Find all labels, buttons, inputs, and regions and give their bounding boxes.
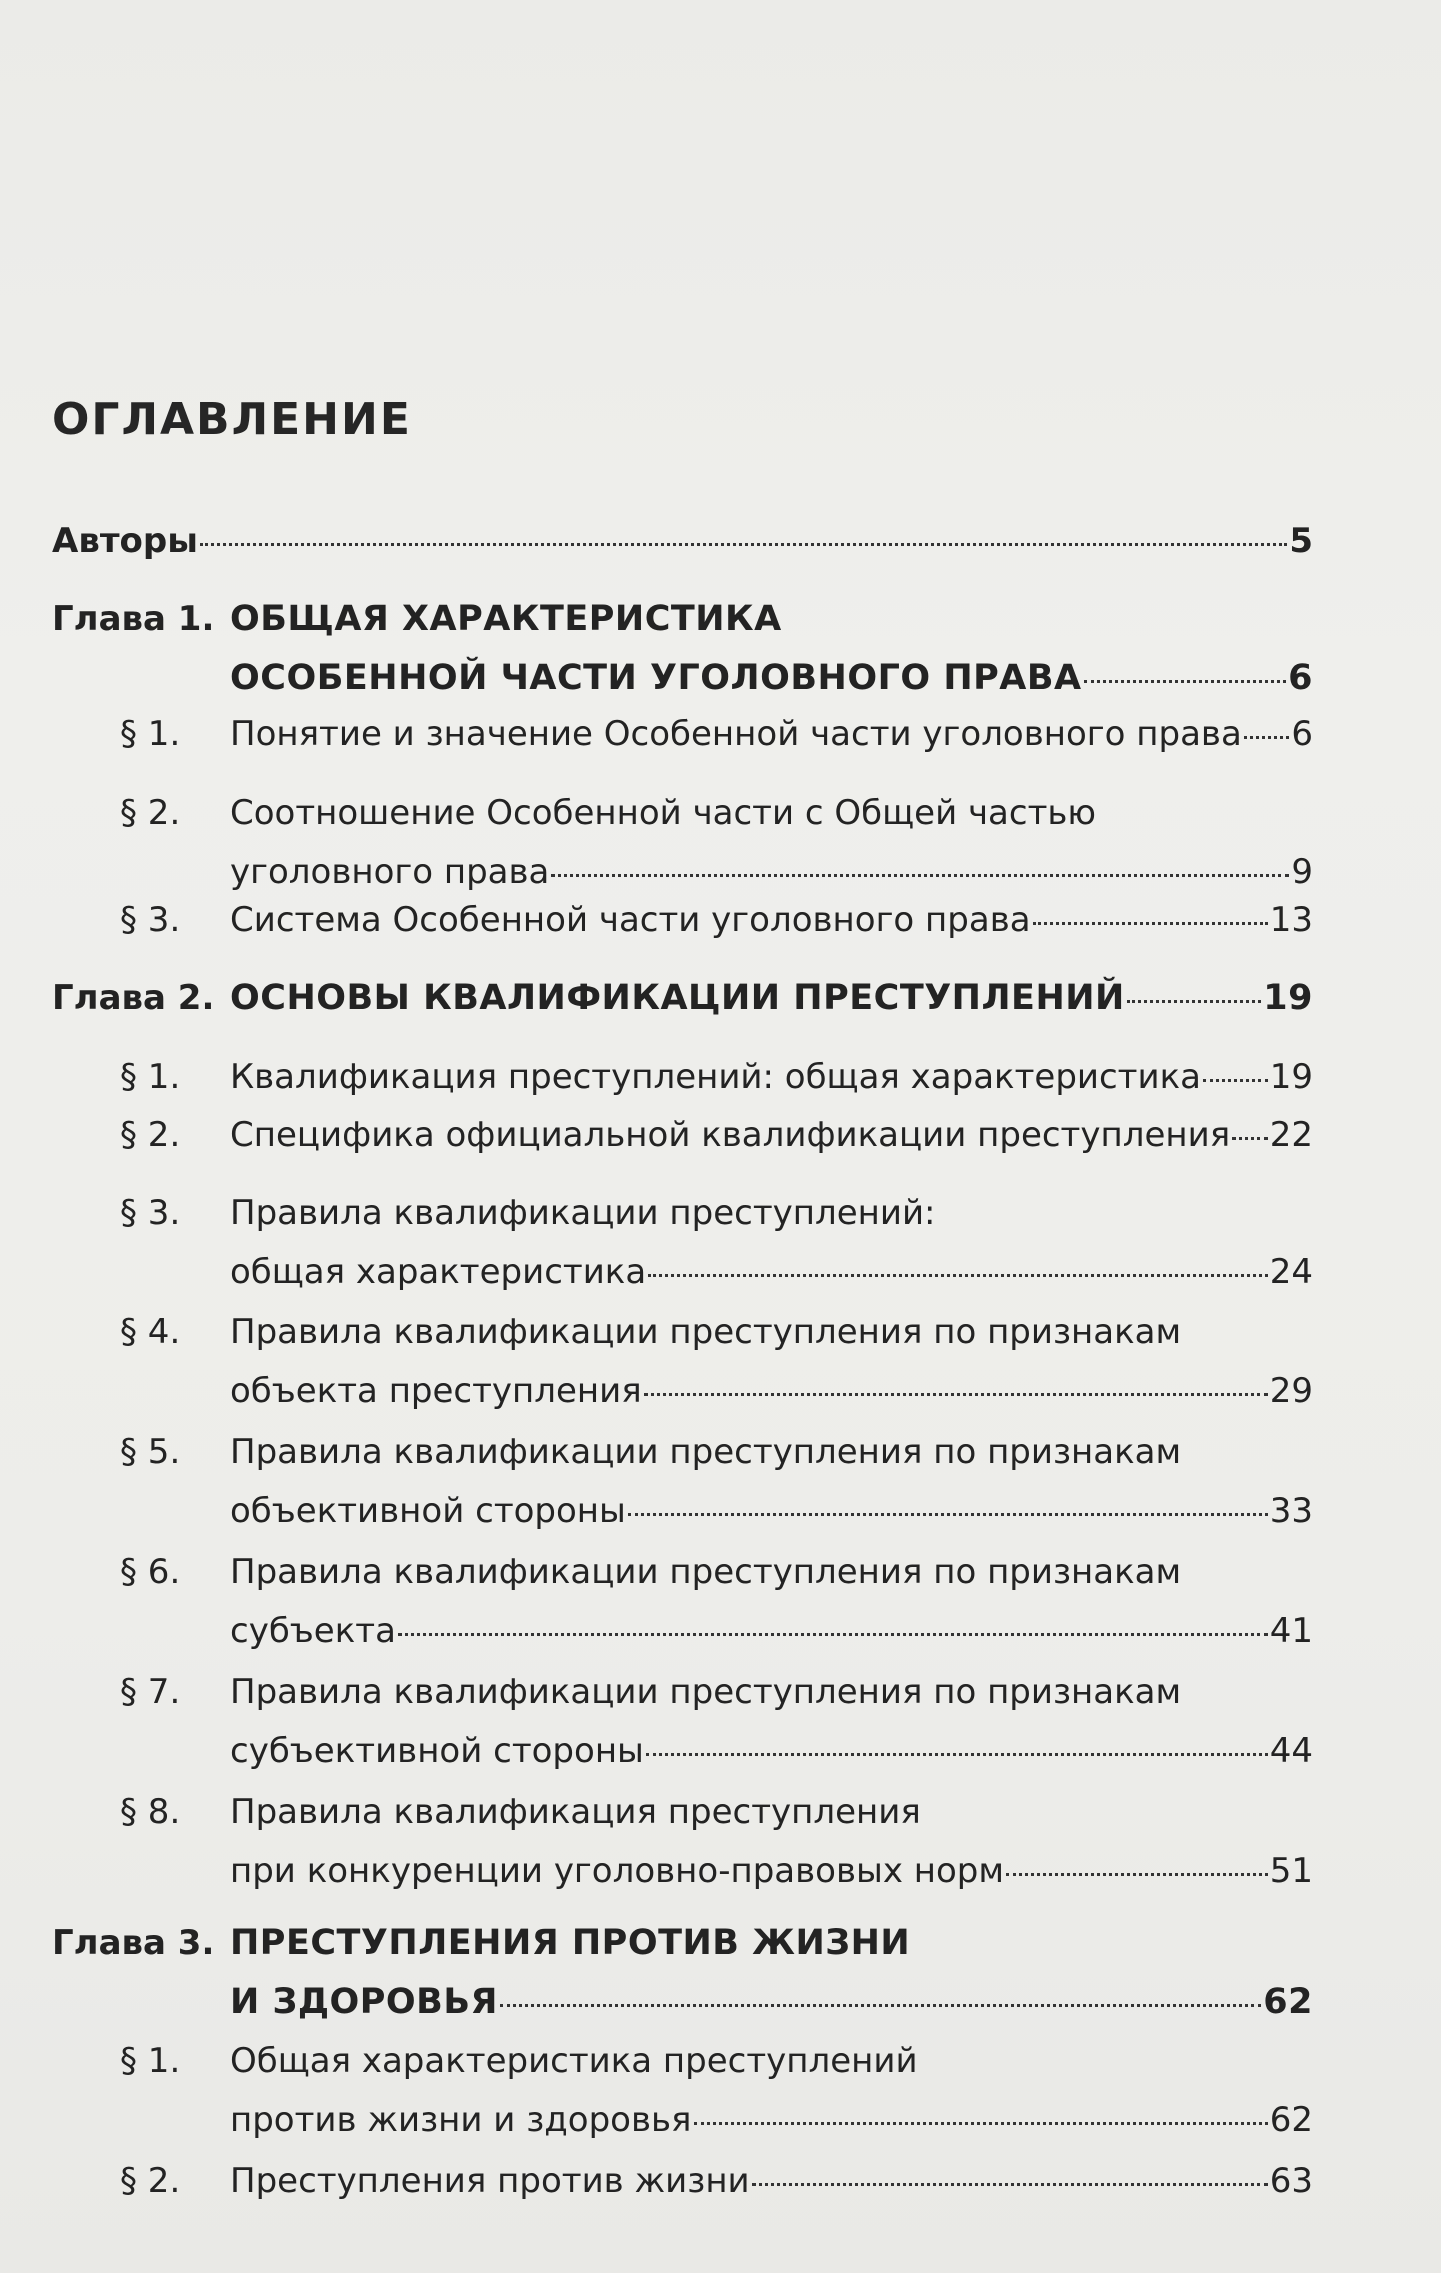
- page-number: 22: [1269, 1115, 1313, 1155]
- entry-title-line: Понятие и значение Особенной части уголовного права: [230, 714, 1242, 754]
- entry-title: [230, 784, 1313, 902]
- entry-title: [230, 1106, 1313, 1165]
- entry-title: [230, 1423, 1313, 1541]
- chapter-number: Глава 3.: [52, 1923, 215, 1963]
- dot-leader: [551, 874, 1289, 877]
- page-number: 9: [1291, 852, 1313, 892]
- entry-title-line: объекта преступления: [230, 1371, 642, 1411]
- section-number: § 5.: [120, 1432, 181, 1472]
- section-number: § 3.: [120, 900, 181, 940]
- entry-title-line: Соотношение Особенной части с Общей частью: [230, 793, 1097, 833]
- page-number: 29: [1269, 1371, 1313, 1411]
- entry-title-line: Правила квалификации преступления по признакам: [230, 1672, 1182, 1712]
- entry-title-line: Общая характеристика преступлений: [230, 2041, 918, 2081]
- entry-title-line: Квалификация преступлений: общая характеристика: [230, 1057, 1201, 1097]
- entry-title: [230, 1303, 1313, 1421]
- entry-title: [230, 891, 1313, 950]
- section-number: § 1.: [120, 714, 181, 754]
- entry-title-line: Авторы: [52, 521, 198, 561]
- entry-title: [230, 2032, 1313, 2150]
- dot-leader: [398, 1633, 1268, 1636]
- page-number: 24: [1269, 1252, 1313, 1292]
- dot-leader: [500, 2004, 1261, 2007]
- chapter-number: Глава 1.: [52, 599, 215, 639]
- section-number: § 1.: [120, 2041, 181, 2081]
- page-number: 19: [1269, 1057, 1313, 1097]
- entry-title: [230, 1663, 1313, 1781]
- dot-leader: [1033, 922, 1268, 925]
- entry-title: [52, 512, 1313, 571]
- dot-leader: [644, 1393, 1268, 1396]
- entry-title-line: ОБЩАЯ ХАРАКТЕРИСТИКА: [230, 599, 782, 639]
- dot-leader: [1244, 736, 1290, 739]
- entry-title: [230, 1048, 1313, 1107]
- page-number: 44: [1269, 1731, 1313, 1771]
- entry-title: [230, 1184, 1313, 1302]
- entry-title-line: субъекта: [230, 1611, 396, 1651]
- section-number: § 6.: [120, 1552, 181, 1592]
- page-number: 62: [1263, 1982, 1313, 2022]
- entry-title: [230, 1914, 1313, 2032]
- page-number: 6: [1291, 714, 1313, 754]
- entry-title-line: общая характеристика: [230, 1252, 647, 1292]
- dot-leader: [200, 543, 1287, 546]
- entry-title-line: объективной стороны: [230, 1491, 626, 1531]
- section-number: § 2.: [120, 2161, 181, 2201]
- dot-leader: [628, 1513, 1268, 1516]
- section-number: § 4.: [120, 1312, 181, 1352]
- entry-title-line: Специфика официальной квалификации преступления: [230, 1115, 1231, 1155]
- entry-title: [230, 2152, 1313, 2211]
- entry-title-line: Правила квалификации преступления по признакам: [230, 1432, 1182, 1472]
- section-number: § 7.: [120, 1672, 181, 1712]
- section-number: § 8.: [120, 1792, 181, 1832]
- page-number: 63: [1269, 2161, 1313, 2201]
- section-number: § 2.: [120, 793, 181, 833]
- dot-leader: [694, 2122, 1268, 2125]
- dot-leader: [1203, 1079, 1268, 1082]
- entry-title-line: против жизни и здоровья: [230, 2100, 692, 2140]
- entry-title-line: при конкуренции уголовно-правовых норм: [230, 1851, 1005, 1891]
- section-number: § 3.: [120, 1193, 181, 1233]
- section-number: § 2.: [120, 1115, 181, 1155]
- toc-title: ОГЛАВЛЕНИЕ: [52, 394, 412, 445]
- dot-leader: [1084, 680, 1287, 683]
- dot-leader: [1127, 1000, 1261, 1003]
- section-number: § 1.: [120, 1057, 181, 1097]
- page-number: 19: [1263, 978, 1313, 1018]
- page-number: 62: [1269, 2100, 1313, 2140]
- chapter-number: Глава 2.: [52, 978, 215, 1018]
- entry-title-line: Преступления против жизни: [230, 2161, 750, 2201]
- dot-leader: [752, 2183, 1268, 2186]
- entry-title: [230, 705, 1313, 764]
- page-number: 13: [1269, 900, 1313, 940]
- entry-title: [230, 1543, 1313, 1661]
- page-number: 33: [1269, 1491, 1313, 1531]
- dot-leader: [648, 1274, 1268, 1277]
- entry-title-line: ОСНОВЫ КВАЛИФИКАЦИИ ПРЕСТУПЛЕНИЙ: [230, 978, 1125, 1018]
- entry-title-line: Правила квалификации преступления по признакам: [230, 1552, 1182, 1592]
- dot-leader: [1006, 1873, 1268, 1876]
- entry-title-line: И ЗДОРОВЬЯ: [230, 1982, 498, 2022]
- entry-title-line: Правила квалификации преступлений:: [230, 1193, 936, 1233]
- entry-title: [230, 969, 1313, 1028]
- page-number: 51: [1269, 1851, 1313, 1891]
- dot-leader: [646, 1753, 1268, 1756]
- entry-title-line: Правила квалификации преступления по признакам: [230, 1312, 1182, 1352]
- entry-title-line: ОСОБЕННОЙ ЧАСТИ УГОЛОВНОГО ПРАВА: [230, 658, 1082, 698]
- dot-leader: [1232, 1137, 1268, 1140]
- page-number: 41: [1269, 1611, 1313, 1651]
- entry-title-line: Правила квалификация преступления: [230, 1792, 921, 1832]
- page-number: 6: [1288, 658, 1313, 698]
- entry-title-line: уголовного права: [230, 852, 550, 892]
- entry-title: [230, 1783, 1313, 1901]
- entry-title-line: ПРЕСТУПЛЕНИЯ ПРОТИВ ЖИЗНИ: [230, 1923, 911, 1963]
- page-number: 5: [1289, 521, 1313, 561]
- entry-title-line: субъективной стороны: [230, 1731, 644, 1771]
- entry-title-line: Система Особенной части уголовного права: [230, 900, 1031, 940]
- entry-title: [230, 590, 1313, 708]
